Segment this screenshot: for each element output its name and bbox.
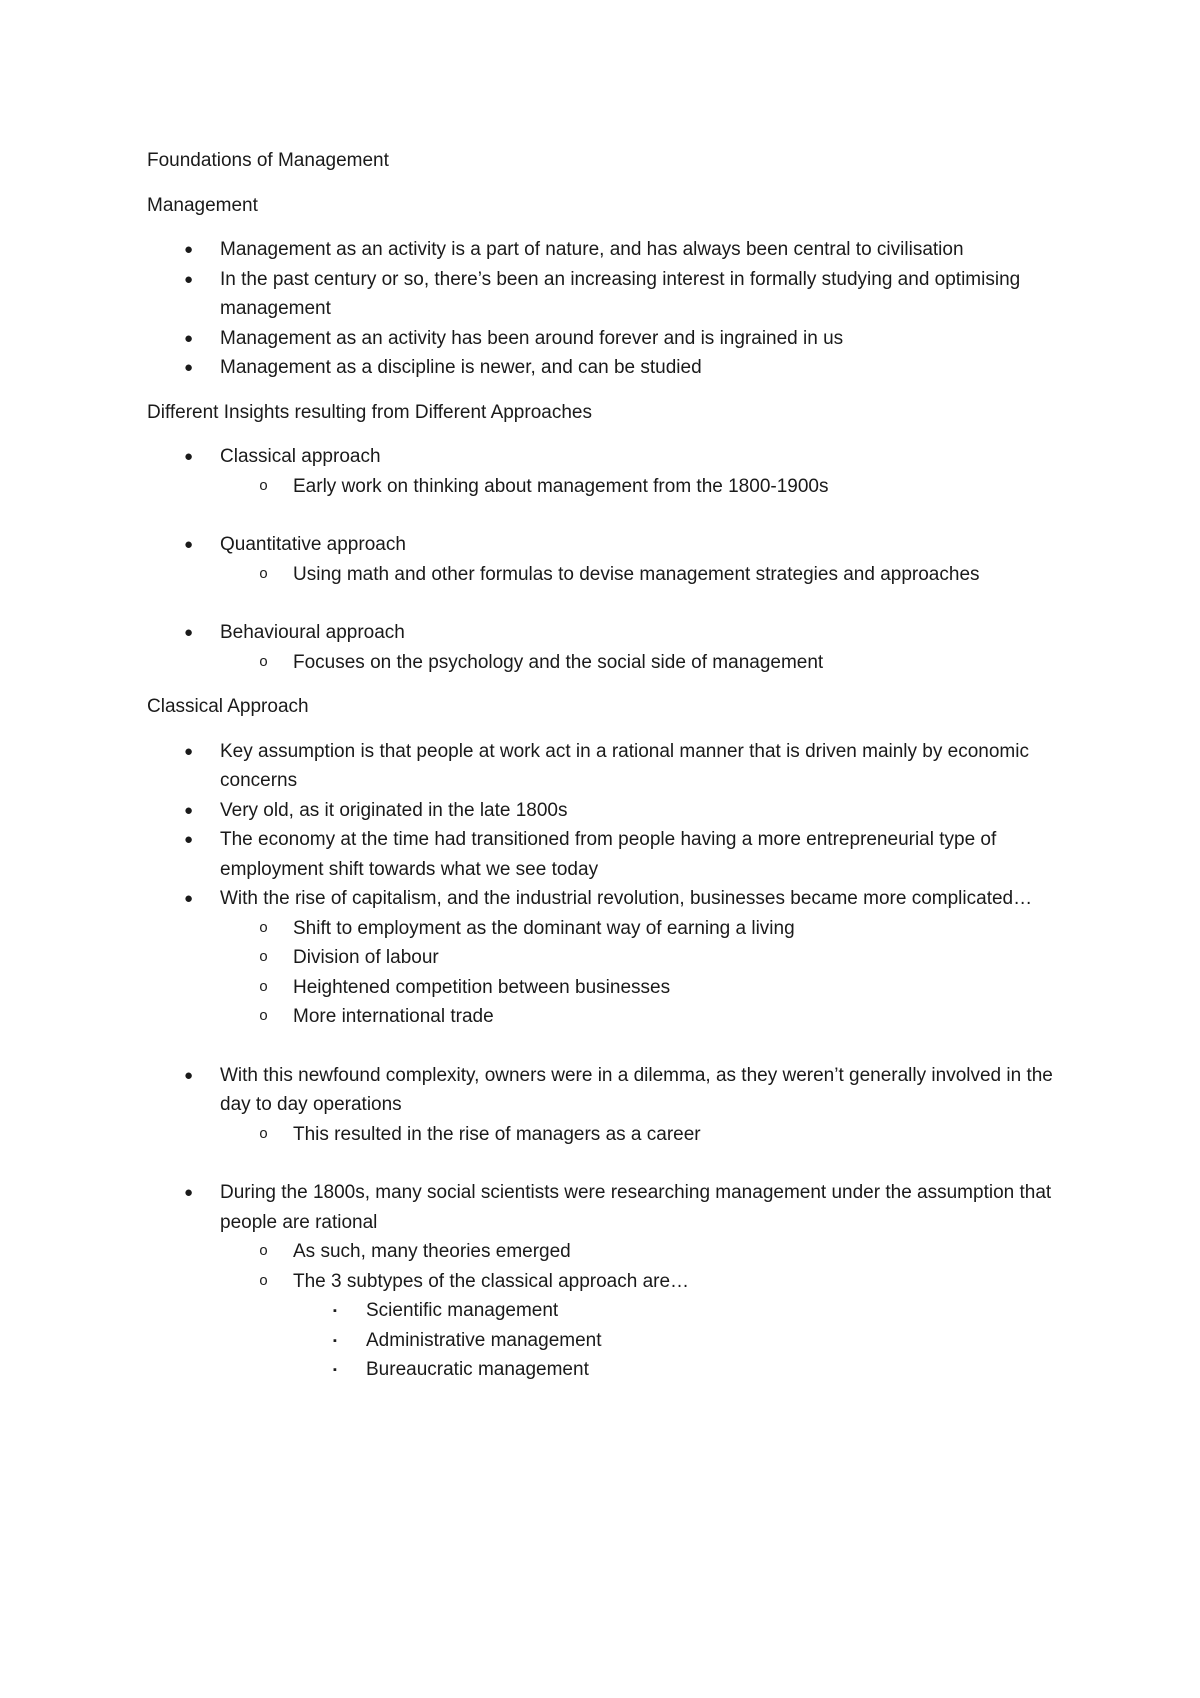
bullet-icon: ●: [184, 359, 194, 376]
bullet-icon: ●: [184, 329, 194, 347]
sub-list-item-text: This resulted in the rise of managers as a career: [293, 1123, 701, 1145]
list-item: [147, 1061, 1067, 1120]
sub-list-item: [147, 973, 1067, 1003]
circle-bullet-icon: o: [259, 978, 269, 996]
circle-bullet-icon: o: [259, 1125, 269, 1143]
sub-list-item-text: As such, many theories emerged: [293, 1241, 571, 1262]
list-item: [147, 265, 1067, 324]
bullet-icon: ●: [184, 742, 194, 760]
list-item-text: The economy at the time had transitioned from people having a more entrepreneurial type of employment shift towards what we see today: [220, 829, 997, 880]
list-item: [147, 1178, 1067, 1237]
section-heading-approaches: Different Insights resulting from Different Approaches: [147, 401, 592, 423]
square-bullet-icon: ▪: [333, 1334, 337, 1347]
list-item: [147, 442, 1067, 472]
sub-list-item: [147, 472, 1067, 502]
list-item: [147, 618, 1067, 648]
list-item-text: In the past century or so, there’s been an increasing interest in formally studying and optimising management: [220, 268, 1021, 319]
square-bullet-icon: ▪: [333, 1305, 337, 1317]
sub-list-item-text: Focuses on the psychology and the social side of management: [293, 651, 824, 673]
list-item-text: Quantitative approach: [220, 534, 406, 555]
list-item-text: During the 1800s, many social scientists were researching management under the assumption that people are rational: [220, 1182, 1052, 1233]
document-title: Foundations of Management: [147, 150, 389, 171]
circle-bullet-icon: o: [259, 653, 269, 671]
square-bullet-icon: ▪: [333, 1364, 337, 1376]
sub-list-item: [147, 1120, 1067, 1150]
sub-list-item: [147, 648, 1067, 678]
management-list: [147, 235, 1067, 383]
bullet-icon: ●: [184, 801, 194, 819]
sub-list-item: [147, 914, 1067, 944]
subsub-list-item: [147, 1355, 1067, 1385]
list-item-text: Key assumption is that people at work act in a rational manner that is driven mainly by economic concerns: [220, 740, 1029, 791]
section-heading-management: Management: [147, 194, 258, 216]
list-item-text: Management as an activity is a part of nature, and has always been central to civilisation: [220, 239, 964, 260]
bullet-icon: ●: [184, 831, 194, 848]
bullet-icon: ●: [184, 241, 194, 258]
bullet-icon: ●: [184, 536, 194, 553]
circle-bullet-icon: o: [259, 949, 269, 966]
list-item: [147, 884, 1067, 914]
circle-bullet-icon: o: [259, 1008, 269, 1025]
sub-list-item: [147, 943, 1067, 973]
subsub-list-item: [147, 1326, 1067, 1356]
list-item: [147, 324, 1067, 354]
sub-list-item-text: Division of labour: [293, 947, 439, 968]
sub-list-item-text: More international trade: [293, 1006, 494, 1027]
sub-list-item-text: The 3 subtypes of the classical approach are…: [293, 1270, 690, 1292]
bullet-icon: ●: [184, 448, 194, 465]
subsub-list-item: [147, 1296, 1067, 1326]
sub-list-item: [147, 1267, 1067, 1297]
list-item-text: With the rise of capitalism, and the industrial revolution, businesses became more complicated…: [220, 888, 1033, 909]
bullet-icon: ●: [184, 890, 194, 907]
list-item-text: Classical approach: [220, 446, 381, 467]
list-item: [147, 825, 1067, 884]
circle-bullet-icon: o: [259, 565, 269, 583]
circle-bullet-icon: o: [259, 1243, 269, 1260]
sub-list-item-text: Early work on thinking about management from the 1800-1900s: [293, 475, 829, 497]
list-item: [147, 737, 1067, 796]
list-item-text: Very old, as it originated in the late 1800s: [220, 799, 568, 821]
list-item: [147, 530, 1067, 560]
sub-list-item: [147, 1002, 1067, 1032]
subsub-list-item-text: Administrative management: [366, 1329, 602, 1351]
subsub-list-item-text: Scientific management: [366, 1300, 559, 1321]
approaches-list: [147, 442, 1067, 677]
sub-list-item-text: Shift to employment as the dominant way of earning a living: [293, 917, 795, 939]
sub-list-item: [147, 560, 1067, 590]
section-heading-classical: Classical Approach: [147, 696, 309, 717]
list-item-text: Management as a discipline is newer, and can be studied: [220, 357, 702, 378]
document-body: [147, 146, 1067, 1400]
sub-list-item-text: Heightened competition between businesses: [293, 976, 671, 998]
circle-bullet-icon: o: [259, 477, 269, 495]
list-item-text: Behavioural approach: [220, 622, 405, 643]
list-item: [147, 235, 1067, 265]
bullet-icon: ●: [184, 624, 194, 641]
circle-bullet-icon: o: [259, 919, 269, 937]
sub-list-item-text: Using math and other formulas to devise management strategies and approaches: [293, 563, 980, 585]
circle-bullet-icon: o: [259, 1272, 269, 1290]
subsub-list-item-text: Bureaucratic management: [366, 1359, 589, 1380]
sub-list-item: [147, 1237, 1067, 1267]
bullet-icon: ●: [184, 1184, 194, 1201]
list-item: [147, 353, 1067, 383]
classical-list: [147, 737, 1067, 1385]
list-item: [147, 796, 1067, 826]
list-item-text: With this newfound complexity, owners were in a dilemma, as they weren’t generally involved in the day to day operations: [220, 1064, 1053, 1115]
bullet-icon: ●: [184, 270, 194, 288]
bullet-icon: ●: [184, 1066, 194, 1084]
list-item-text: Management as an activity has been around forever and is ingrained in us: [220, 327, 844, 349]
